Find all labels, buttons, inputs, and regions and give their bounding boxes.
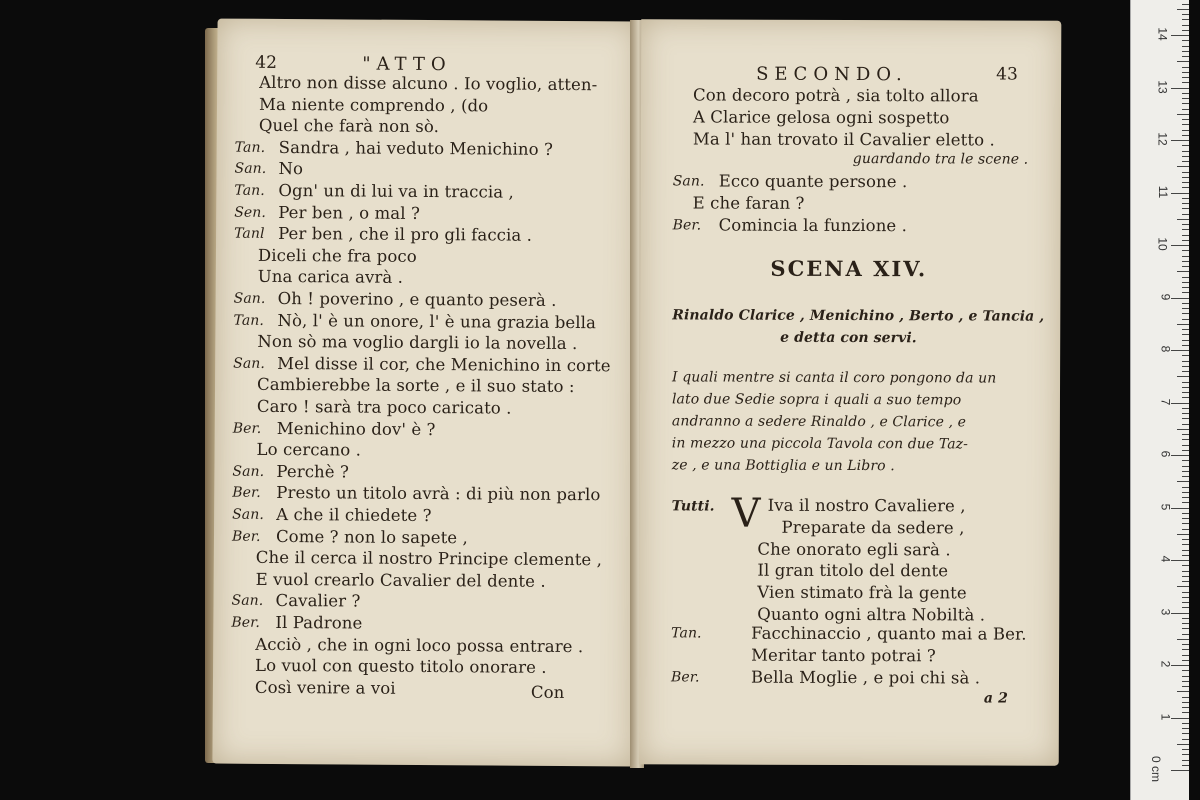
ruler-number: 3: [1158, 608, 1173, 615]
signature-mark: a 2: [983, 690, 1008, 707]
ruler-number: 2: [1158, 660, 1173, 668]
verse-line: Mel disse il cor, che Menichino in corte: [277, 353, 611, 376]
left-page: [212, 19, 637, 767]
ruler-tick: [1182, 40, 1189, 41]
ruler-tick: [1182, 502, 1189, 503]
verse-line: E che faran ?: [692, 193, 805, 213]
ruler-tick: [1182, 98, 1189, 99]
ruler-tick: [1182, 30, 1189, 31]
ruler-number: 11: [1155, 185, 1170, 198]
verse-line: Comincia la funzione .: [718, 215, 908, 236]
ruler-tick: [1182, 702, 1189, 703]
ruler-tick: [1177, 429, 1189, 430]
ruler-tick: [1182, 235, 1189, 236]
ruler-tick: [1182, 135, 1189, 136]
ruler-tick: [1182, 172, 1189, 173]
verse-line: Sandra , hai veduto Menichino ?: [278, 137, 554, 159]
verse-line: Presto un titolo avrà : di più non parlo: [276, 483, 601, 505]
ruler-tick: [1182, 471, 1189, 472]
verse-line: Per ben , o mal ?: [278, 202, 421, 223]
ruler-tick: [1182, 686, 1189, 687]
right-page: [639, 19, 1062, 765]
ruler-tick: [1177, 61, 1189, 62]
ruler-tick: [1171, 298, 1189, 299]
ruler-tick: [1182, 739, 1189, 740]
speaker-label: San.: [233, 290, 266, 307]
ruler-unit-label: 0 cm: [1148, 755, 1163, 783]
stage-direction-line: lato due Sedie sopra i quali a suo tempo: [671, 391, 962, 409]
speaker-label: Tan.: [233, 312, 265, 329]
ruler-tick: [1177, 376, 1189, 377]
speaker-label: San.: [232, 463, 265, 480]
ruler-tick: [1171, 770, 1189, 771]
verse-line: Il Padrone: [275, 612, 363, 633]
ruler-tick: [1177, 691, 1189, 692]
ruler-tick: [1182, 581, 1189, 582]
ruler-tick: [1182, 145, 1189, 146]
ruler-tick: [1182, 14, 1189, 15]
ruler-tick: [1177, 744, 1189, 745]
verse-line: A Clarice gelosa ogni sospetto: [692, 107, 950, 128]
verse-line: Meritar tanto potrai ?: [751, 645, 936, 666]
ruler-tick: [1182, 497, 1189, 498]
ruler-tick: [1182, 529, 1189, 530]
ruler-tick: [1182, 487, 1189, 488]
ruler-tick: [1182, 161, 1189, 162]
verse-line: Ma niente comprendo , (do: [258, 94, 489, 116]
ruler-tick: [1182, 439, 1189, 440]
ruler-tick: [1182, 82, 1189, 83]
verse-line: Nò, l' è un onore, l' è una grazia bella: [277, 310, 597, 332]
ruler-tick: [1182, 72, 1189, 73]
ruler-tick: [1182, 460, 1189, 461]
ruler-tick: [1182, 208, 1189, 209]
speaker-label: Tanl: [234, 225, 265, 243]
ruler-tick: [1182, 676, 1189, 677]
ruler-tick: [1182, 93, 1189, 94]
speaker-label: Ber.: [232, 420, 262, 437]
ruler-tick: [1182, 681, 1189, 682]
ruler-tick: [1182, 266, 1189, 267]
ruler-tick: [1182, 707, 1189, 708]
speaker-label: San.: [233, 355, 266, 372]
ruler-tick: [1182, 282, 1189, 283]
ruler-tick: [1182, 634, 1189, 635]
ruler-tick: [1182, 550, 1189, 551]
ruler-tick: [1182, 660, 1189, 661]
stage-direction-line: andranno a sedere Rinaldo , e Clarice , e: [671, 413, 967, 431]
verse-line: Altro non disse alcuno . Io voglio, atten-: [259, 72, 598, 95]
speaker-label: Tan.: [234, 139, 266, 156]
speaker-label: San.: [231, 593, 264, 610]
ruler-number: 9: [1158, 293, 1173, 300]
ruler-tick: [1182, 408, 1189, 409]
ruler-number: 5: [1158, 503, 1173, 510]
verse-line: Quel che farà non sò.: [258, 116, 440, 137]
speaker-label: Ber.: [672, 217, 702, 234]
verse-line: Lo cercano .: [256, 440, 362, 460]
ruler-tick: [1182, 203, 1189, 204]
verse-line: Ogn' un di lui va in traccia ,: [278, 180, 514, 202]
verse-line: Così venire a voi: [254, 677, 396, 698]
ruler-tick: [1182, 602, 1189, 603]
chorus-speaker: Tutti.: [671, 498, 715, 515]
ruler-tick: [1171, 665, 1189, 666]
ruler-tick: [1182, 182, 1189, 183]
ruler-tick: [1182, 214, 1189, 215]
ruler-tick: [1182, 198, 1189, 199]
verse-line: Ecco quante persone .: [718, 171, 908, 192]
page-header-left: "ATTO: [362, 53, 452, 76]
ruler-tick: [1182, 618, 1189, 619]
ruler-tick: [1182, 371, 1189, 372]
ruler-tick: [1182, 229, 1189, 230]
verse-line: No: [278, 159, 304, 179]
ruler-tick: [1171, 718, 1189, 719]
speaker-label: San.: [234, 161, 267, 178]
ruler-tick: [1182, 413, 1189, 414]
ruler-tick: [1182, 277, 1189, 278]
speaker-label: Tan.: [234, 182, 265, 199]
ruler-tick: [1182, 156, 1189, 157]
ruler-tick: [1182, 77, 1189, 78]
verse-line: Come ? non lo sapete ,: [275, 526, 468, 547]
verse-line: Oh ! poverino , e quanto peserà .: [277, 288, 557, 310]
ruler-tick: [1171, 88, 1189, 89]
ruler-tick: [1182, 392, 1189, 393]
speaker-label: Ber.: [231, 614, 261, 631]
stage-direction-line: ze , e una Bottiglia e un Libro .: [671, 457, 895, 475]
ruler-number: 12: [1155, 132, 1170, 146]
characters-line-2: e detta con servi.: [780, 329, 917, 347]
page-number-right: 43: [996, 64, 1018, 85]
ruler-tick: [1182, 67, 1189, 68]
verse-line: Caro ! sarà tra poco caricato .: [256, 396, 512, 418]
ruler-tick: [1182, 544, 1189, 545]
ruler-tick: [1182, 287, 1189, 288]
ruler-tick: [1182, 46, 1189, 47]
ruler-tick: [1182, 723, 1189, 724]
open-book: [205, 20, 1060, 780]
ruler-tick: [1182, 366, 1189, 367]
ruler-tick: [1182, 130, 1189, 131]
ruler-number: 1: [1158, 713, 1173, 720]
verse-line: Diceli che fra poco: [257, 245, 417, 266]
ruler-tick: [1182, 418, 1189, 419]
ruler-tick: [1182, 607, 1189, 608]
ruler-tick: [1182, 450, 1189, 451]
verse-line: Facchinaccio , quanto mai a Ber.: [751, 623, 1027, 644]
ruler-tick: [1182, 345, 1189, 346]
drop-cap: V: [731, 490, 761, 537]
ruler-tick: [1182, 623, 1189, 624]
ruler-tick: [1182, 434, 1189, 435]
verse-line: Bella Moglie , e poi chi sà .: [750, 667, 981, 688]
verse-line: Che il cerca il nostro Principe clemente ,: [255, 548, 603, 570]
chorus-line: Iva il nostro Cavaliere ,: [767, 495, 966, 516]
ruler-tick: [1182, 476, 1189, 477]
page-number-left: 42: [255, 52, 278, 73]
chorus-line: Che onorato egli sarà .: [757, 539, 951, 559]
ruler-tick: [1182, 655, 1189, 656]
ruler-tick: [1182, 424, 1189, 425]
ruler-tick: [1182, 387, 1189, 388]
ruler-tick: [1182, 334, 1189, 335]
speaker-label: San.: [672, 173, 705, 190]
speaker-label: Ber.: [232, 485, 261, 502]
ruler-tick: [1182, 382, 1189, 383]
ruler-tick: [1182, 51, 1189, 52]
ruler-tick: [1182, 649, 1189, 650]
ruler-tick: [1182, 355, 1189, 356]
verse-line: Non sò ma voglio dargli io la novella .: [257, 332, 578, 354]
ruler-tick: [1171, 613, 1189, 614]
ruler-tick: [1182, 670, 1189, 671]
measuring-ruler: [1130, 0, 1189, 800]
ruler-number: 8: [1158, 345, 1173, 353]
ruler-tick: [1182, 760, 1189, 761]
ruler-tick: [1182, 628, 1189, 629]
ruler-tick: [1182, 728, 1189, 729]
ruler-tick: [1182, 644, 1189, 645]
ruler-tick: [1182, 712, 1189, 713]
ruler-tick: [1182, 308, 1189, 309]
verse-line: E vuol crearlo Cavalier del dente .: [255, 569, 546, 591]
ruler-tick: [1182, 292, 1189, 293]
ruler-tick: [1182, 177, 1189, 178]
ruler-tick: [1171, 560, 1189, 561]
ruler-number: 6: [1158, 450, 1173, 458]
chorus-line: Quanto ogni altra Nobiltà .: [757, 604, 986, 625]
ruler-tick: [1171, 455, 1189, 456]
ruler-tick: [1177, 271, 1189, 272]
ruler-tick: [1182, 103, 1189, 104]
ruler-tick: [1177, 324, 1189, 325]
speaker-label: San.: [232, 506, 265, 523]
ruler-tick: [1182, 340, 1189, 341]
chorus-line: Preparate da sedere ,: [781, 517, 965, 538]
ruler-tick: [1182, 513, 1189, 514]
ruler-tick: [1182, 445, 1189, 446]
verse-line: Lo vuol con questo titolo onorare .: [255, 656, 547, 678]
ruler-tick: [1182, 4, 1189, 5]
verse-line: Acciò , che in ogni loco possa entrare .: [255, 634, 584, 656]
ruler-number: 4: [1158, 555, 1173, 563]
ruler-tick: [1182, 565, 1189, 566]
verse-line: Cavalier ?: [275, 591, 361, 611]
ruler-tick: [1182, 250, 1189, 251]
ruler-tick: [1182, 240, 1189, 241]
ruler-tick: [1182, 119, 1189, 120]
catchword: Con: [530, 682, 565, 702]
ruler-tick: [1177, 166, 1189, 167]
ruler-tick: [1182, 124, 1189, 125]
ruler-tick: [1182, 733, 1189, 734]
ruler-tick: [1182, 754, 1189, 755]
ruler-tick: [1182, 25, 1189, 26]
ruler-tick: [1182, 187, 1189, 188]
ruler-tick: [1182, 397, 1189, 398]
ruler-number: 7: [1158, 398, 1173, 405]
ruler-tick: [1182, 261, 1189, 262]
ruler-tick: [1177, 481, 1189, 482]
speaker-label: Tan.: [671, 625, 702, 642]
ruler-tick: [1182, 466, 1189, 467]
ruler-number: 10: [1155, 237, 1170, 251]
speaker-label: Ber.: [231, 528, 261, 545]
ruler-tick: [1182, 319, 1189, 320]
ruler-tick: [1171, 245, 1189, 246]
ruler-tick: [1177, 219, 1189, 220]
speaker-label: Ber.: [670, 669, 700, 686]
ruler-tick: [1182, 597, 1189, 598]
ruler-tick: [1171, 140, 1189, 141]
ruler-tick: [1182, 361, 1189, 362]
stage-direction-line: I quali mentre si canta il coro pongono da un: [672, 369, 997, 387]
speaker-label: Sen.: [234, 204, 267, 221]
verse-line: Menichino dov' è ?: [276, 418, 436, 439]
ruler-tick: [1182, 523, 1189, 524]
stage-note: guardando tra le scene .: [852, 151, 1029, 168]
ruler-tick: [1182, 492, 1189, 493]
ruler-tick: [1177, 114, 1189, 115]
ruler-number: 14: [1155, 27, 1170, 41]
ruler-tick: [1182, 749, 1189, 750]
ruler-tick: [1182, 109, 1189, 110]
ruler-number: 13: [1155, 79, 1170, 94]
ruler-tick: [1171, 350, 1189, 351]
scene-title: SCENA XIV.: [770, 255, 928, 282]
ruler-tick: [1182, 224, 1189, 225]
ruler-tick: [1177, 586, 1189, 587]
ruler-tick: [1182, 592, 1189, 593]
ruler-tick: [1182, 56, 1189, 57]
ruler-tick: [1182, 518, 1189, 519]
ruler-tick: [1182, 539, 1189, 540]
ruler-tick: [1182, 313, 1189, 314]
verse-line: Per ben , che il pro gli faccia .: [278, 224, 533, 245]
ruler-tick: [1182, 697, 1189, 698]
ruler-tick: [1182, 256, 1189, 257]
verse-line: Cambierebbe la sorte , e il suo stato :: [256, 375, 575, 397]
verse-line: A che il chiedete ?: [276, 504, 432, 526]
stage-direction-line: in mezzo una piccola Tavola con due Taz-: [671, 435, 969, 453]
ruler-tick: [1182, 329, 1189, 330]
ruler-tick: [1171, 35, 1189, 36]
ruler-tick: [1182, 576, 1189, 577]
verse-line: Una carica avrà .: [257, 267, 404, 288]
characters-line-1: Rinaldo Clarice , Menichino , Berto , e Tancia ,: [672, 307, 1045, 325]
ruler-tick: [1177, 534, 1189, 535]
chorus-line: Il gran titolo del dente: [757, 561, 949, 581]
chorus-line: Vien stimato frà la gente: [757, 582, 967, 603]
ruler-tick: [1171, 403, 1189, 404]
ruler-tick: [1182, 765, 1189, 766]
page-header-right: SECONDO.: [756, 63, 908, 86]
ruler-tick: [1171, 508, 1189, 509]
verse-line: Con decoro potrà , sia tolto allora: [693, 85, 979, 106]
ruler-tick: [1182, 151, 1189, 152]
ruler-tick: [1177, 639, 1189, 640]
ruler-tick: [1171, 193, 1189, 194]
ruler-tick: [1182, 555, 1189, 556]
ruler-tick: [1177, 9, 1189, 10]
verse-line: Ma l' han trovato il Cavalier eletto .: [692, 129, 995, 150]
ruler-tick: [1182, 571, 1189, 572]
verse-line: Perchè ?: [276, 461, 350, 482]
ruler-tick: [1182, 19, 1189, 20]
ruler-tick: [1182, 303, 1189, 304]
